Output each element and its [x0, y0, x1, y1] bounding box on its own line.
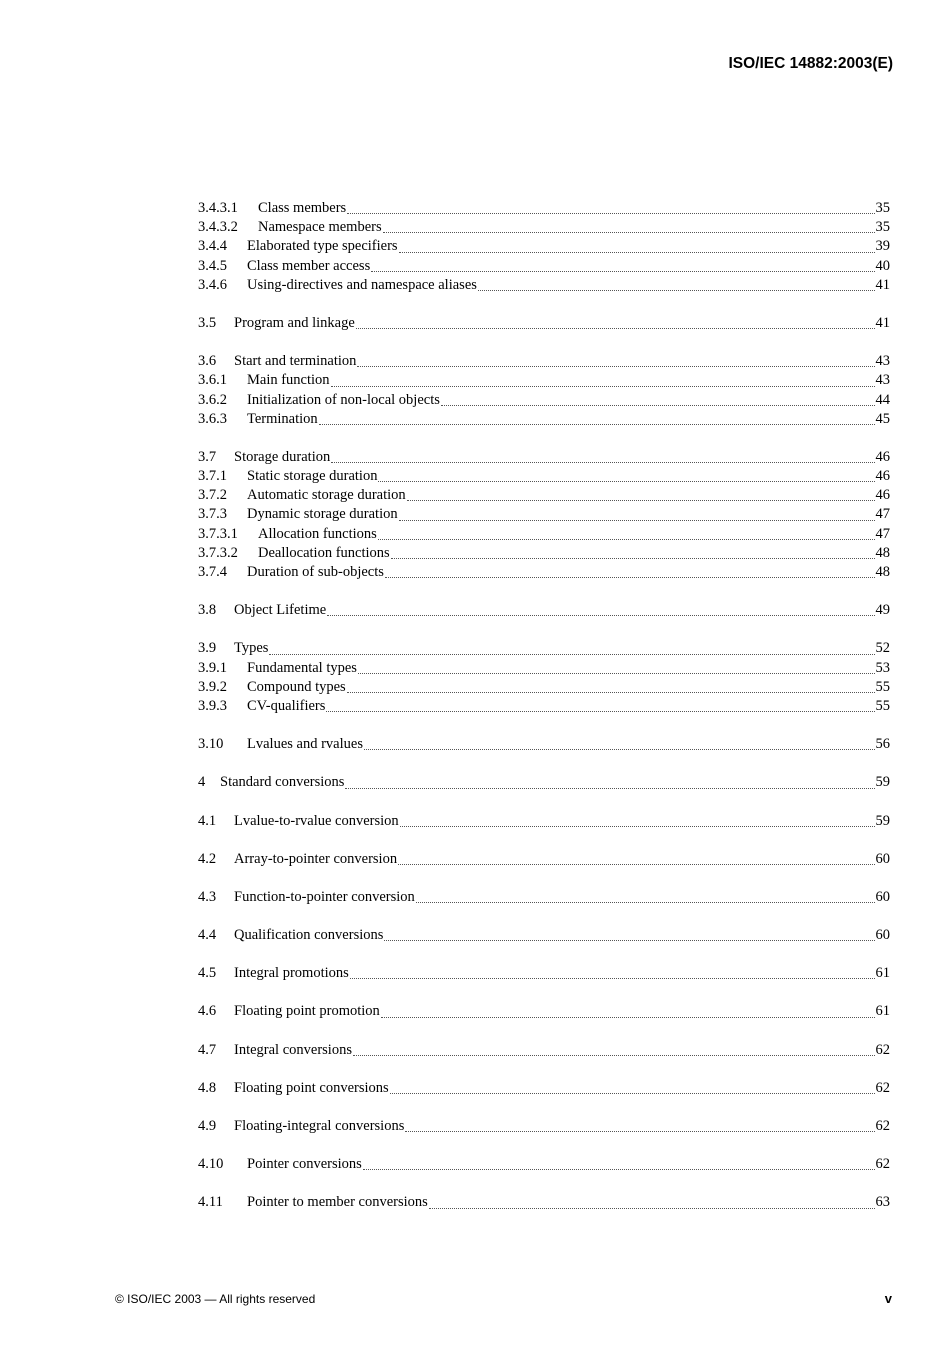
toc-entry-page: 35 — [875, 219, 890, 236]
toc-group — [198, 639, 890, 716]
dot-leader — [441, 404, 875, 406]
toc-entry[interactable] — [198, 467, 890, 486]
toc-entry[interactable] — [198, 1002, 890, 1021]
toc-entry-page: 55 — [875, 678, 890, 695]
dot-leader — [357, 365, 874, 367]
toc-entry-title: Function-to-pointer conversion — [234, 888, 415, 905]
toc-entry-number: 3.6.3 — [198, 410, 227, 427]
toc-entry-number: 4.10 — [198, 1156, 224, 1173]
toc-entry-number: 4.3 — [198, 888, 217, 905]
toc-entry-page: 60 — [875, 888, 890, 905]
toc-entry-page: 44 — [875, 391, 890, 408]
toc-entry-number: 4.8 — [198, 1079, 217, 1096]
toc-group — [198, 352, 890, 429]
toc-entry-number: 3.7.1 — [198, 468, 227, 485]
dot-leader — [269, 653, 874, 655]
toc-entry-page: 53 — [875, 659, 890, 676]
toc-entry-page: 43 — [875, 372, 890, 389]
toc-entry-title: Program and linkage — [234, 314, 355, 331]
toc-entry[interactable] — [198, 1193, 890, 1212]
toc-entry-page: 45 — [875, 410, 890, 427]
toc-entry-number: 4 — [198, 774, 206, 791]
toc-entry[interactable] — [198, 697, 890, 716]
toc-entry-number: 3.4.6 — [198, 276, 227, 293]
toc-entry-title: Allocation functions — [258, 525, 377, 542]
toc-entry[interactable] — [198, 276, 890, 295]
dot-leader — [363, 1168, 875, 1170]
toc-entry-title: Floating point conversions — [234, 1079, 389, 1096]
dot-leader — [347, 691, 875, 693]
toc-entry-title: Termination — [247, 410, 318, 427]
toc-group — [198, 1079, 890, 1098]
toc-group — [198, 926, 890, 945]
toc-entry-page: 39 — [875, 238, 890, 255]
toc-entry-page: 46 — [875, 448, 890, 465]
dot-leader — [399, 251, 875, 253]
toc-entry[interactable] — [198, 1079, 890, 1098]
toc-entry-page: 63 — [875, 1194, 890, 1211]
toc-entry-title: Object Lifetime — [234, 602, 327, 619]
toc-entry-number: 3.7.2 — [198, 487, 227, 504]
dot-leader — [381, 1016, 875, 1018]
dot-leader — [331, 385, 875, 387]
toc-entry-title: Qualification conversions — [234, 927, 384, 944]
dot-leader — [400, 825, 875, 827]
toc-entry-number: 3.7.3.2 — [198, 544, 238, 561]
toc-entry[interactable] — [198, 926, 890, 945]
toc-entry-page: 62 — [875, 1156, 890, 1173]
toc-group — [198, 601, 890, 620]
toc-entry-number: 3.7.3 — [198, 506, 227, 523]
toc-entry[interactable] — [198, 237, 890, 256]
dot-leader — [326, 710, 874, 712]
toc-entry-page: 56 — [875, 736, 890, 753]
toc-entry[interactable] — [198, 371, 890, 390]
toc-entry[interactable] — [198, 352, 890, 371]
toc-entry-title: Using-directives and namespace aliases — [247, 276, 477, 293]
toc-entry-number: 4.11 — [198, 1194, 223, 1211]
document-id-header: ISO/IEC 14882:2003(E) — [728, 55, 893, 72]
toc-entry-number: 3.4.4 — [198, 238, 227, 255]
toc-entry-title: Pointer to member conversions — [247, 1194, 428, 1211]
toc-entry[interactable] — [198, 601, 890, 620]
toc-entry[interactable] — [198, 812, 890, 831]
toc-entry-title: Duration of sub-objects — [247, 564, 384, 580]
toc-entry[interactable] — [198, 735, 890, 754]
toc-entry-title: Array-to-pointer conversion — [234, 850, 398, 867]
toc-group — [198, 964, 890, 983]
toc-entry-number: 3.4.3.1 — [198, 200, 238, 216]
toc-entry-page: 60 — [875, 927, 890, 944]
dot-leader — [347, 212, 874, 214]
dot-leader — [358, 672, 875, 674]
toc-group — [198, 1117, 890, 1136]
toc-entry-page: 62 — [875, 1041, 890, 1058]
toc-entry[interactable] — [198, 486, 890, 505]
dot-leader — [356, 327, 875, 329]
dot-leader — [383, 231, 875, 233]
toc-entry-title: Elaborated type specifiers — [247, 238, 398, 255]
toc-entry[interactable] — [198, 544, 890, 563]
toc-entry-title: Integral promotions — [234, 965, 349, 982]
toc-entry-number: 4.9 — [198, 1118, 217, 1134]
toc-entry-page: 55 — [875, 697, 890, 714]
toc-entry-title: CV-qualifiers — [247, 697, 326, 714]
toc-entry-page: 61 — [875, 965, 890, 982]
toc-entry[interactable] — [198, 659, 890, 678]
toc-entry[interactable] — [198, 314, 890, 333]
dot-leader — [385, 576, 875, 578]
toc-entry-page: 35 — [875, 200, 890, 216]
toc-entry-number: 4.1 — [198, 812, 217, 829]
dot-leader — [429, 1207, 875, 1209]
toc-entry-page: 43 — [875, 353, 890, 370]
toc-entry[interactable] — [198, 391, 890, 410]
toc-entry-number: 4.4 — [198, 927, 217, 944]
toc-entry-title: Fundamental types — [247, 659, 357, 676]
toc-entry-number: 4.7 — [198, 1041, 217, 1058]
toc-entry-number: 3.7 — [198, 448, 217, 465]
toc-entry[interactable] — [198, 1041, 890, 1060]
toc-entry-number: 3.9.1 — [198, 659, 227, 676]
toc-entry-page: 41 — [875, 276, 890, 293]
toc-entry[interactable] — [198, 1155, 890, 1174]
toc-entry[interactable] — [198, 218, 890, 237]
toc-entry-number: 3.9 — [198, 640, 217, 657]
toc-entry[interactable] — [198, 678, 890, 697]
toc-group — [198, 735, 890, 754]
toc-entry-page: 46 — [875, 487, 890, 504]
toc-entry[interactable] — [198, 563, 890, 582]
toc-entry-page: 52 — [875, 640, 890, 657]
toc-entry-number: 3.9.3 — [198, 697, 227, 714]
toc-entry-title: Lvalues and rvalues — [247, 736, 363, 753]
toc-entry-number: 4.2 — [198, 850, 217, 867]
toc-entry-number: 3.8 — [198, 602, 217, 619]
toc-entry-number: 3.6.1 — [198, 372, 227, 389]
toc-entry-title: Storage duration — [234, 448, 331, 465]
dot-leader — [391, 557, 875, 559]
toc-entry-number: 3.9.2 — [198, 678, 227, 695]
toc-entry-number: 3.10 — [198, 736, 224, 753]
toc-group — [198, 1002, 890, 1021]
toc-entry-title: Floating-integral conversions — [234, 1118, 405, 1134]
dot-leader — [327, 614, 874, 616]
toc-entry-title: Class member access — [247, 257, 371, 274]
toc-entry-number: 4.5 — [198, 965, 217, 982]
toc-group — [198, 850, 890, 869]
toc-entry-page: 60 — [875, 850, 890, 867]
toc-entry[interactable] — [198, 850, 890, 869]
table-of-contents — [198, 199, 890, 1232]
toc-group — [198, 812, 890, 831]
toc-entry-number: 3.7.3.1 — [198, 525, 238, 542]
toc-group — [198, 773, 890, 792]
dot-leader — [350, 977, 875, 979]
toc-entry[interactable] — [198, 964, 890, 983]
toc-entry[interactable] — [198, 257, 890, 276]
toc-entry[interactable] — [198, 888, 890, 907]
toc-group — [198, 448, 890, 582]
dot-leader — [399, 519, 875, 521]
toc-entry[interactable] — [198, 1117, 890, 1136]
toc-entry-title: Pointer conversions — [247, 1156, 362, 1173]
toc-entry-title: Types — [234, 640, 269, 657]
toc-entry[interactable] — [198, 199, 890, 218]
toc-entry-title: Dynamic storage duration — [247, 506, 398, 523]
toc-entry-number: 3.6 — [198, 353, 217, 370]
toc-entry-title: Start and termination — [234, 353, 357, 370]
toc-entry-title: Compound types — [247, 678, 346, 695]
toc-entry[interactable] — [198, 773, 890, 792]
toc-entry-title: Lvalue-to-rvalue conversion — [234, 812, 399, 829]
toc-entry-page: 41 — [875, 314, 890, 331]
toc-entry-number: 3.5 — [198, 314, 217, 331]
toc-entry-number: 4.6 — [198, 1003, 217, 1020]
toc-entry-page: 62 — [875, 1079, 890, 1096]
toc-entry-title: Class members — [258, 200, 347, 216]
toc-entry[interactable] — [198, 448, 890, 467]
copyright-footer: © ISO/IEC 2003 — All rights reserved — [115, 1292, 316, 1306]
toc-entry-page: 48 — [875, 564, 890, 580]
dot-leader — [416, 901, 875, 903]
toc-entry-number: 3.4.5 — [198, 257, 227, 274]
toc-entry-title: Automatic storage duration — [247, 487, 406, 504]
toc-entry-title: Integral conversions — [234, 1041, 352, 1058]
dot-leader — [353, 1054, 875, 1056]
toc-entry[interactable] — [198, 639, 890, 658]
toc-group — [198, 314, 890, 333]
dot-leader — [384, 939, 874, 941]
dot-leader — [378, 538, 875, 540]
toc-entry-page: 47 — [875, 525, 890, 542]
toc-entry-page: 40 — [875, 257, 890, 274]
dot-leader — [371, 270, 874, 272]
toc-entry-title: Standard conversions — [220, 774, 345, 791]
toc-entry-title: Initialization of non-local objects — [247, 391, 440, 408]
toc-group — [198, 888, 890, 907]
dot-leader — [407, 499, 875, 501]
toc-entry-number: 3.6.2 — [198, 391, 227, 408]
page-number-footer: v — [884, 1291, 892, 1306]
toc-entry[interactable] — [198, 505, 890, 524]
dot-leader — [478, 289, 875, 291]
toc-group — [198, 1155, 890, 1174]
toc-entry-title: Floating point promotion — [234, 1003, 380, 1020]
toc-entry-page: 47 — [875, 506, 890, 523]
toc-entry-number: 3.4.3.2 — [198, 219, 238, 236]
dot-leader — [378, 480, 874, 482]
toc-group — [198, 1193, 890, 1212]
dot-leader — [319, 423, 875, 425]
dot-leader — [398, 863, 874, 865]
toc-entry-page: 46 — [875, 468, 890, 485]
toc-entry-page: 48 — [875, 544, 890, 561]
dot-leader — [364, 748, 875, 750]
toc-entry-title: Namespace members — [258, 219, 382, 236]
dot-leader — [331, 461, 874, 463]
toc-entry-page: 62 — [875, 1118, 890, 1134]
toc-group — [198, 1041, 890, 1060]
toc-entry-page: 59 — [875, 774, 890, 791]
toc-group — [198, 199, 890, 295]
dot-leader — [390, 1092, 875, 1094]
toc-entry-title: Deallocation functions — [258, 544, 390, 561]
toc-entry[interactable] — [198, 525, 890, 544]
toc-entry-page: 49 — [875, 602, 890, 619]
toc-entry-title: Main function — [247, 372, 330, 389]
dot-leader — [345, 787, 874, 789]
toc-entry-title: Static storage duration — [247, 468, 378, 485]
dot-leader — [405, 1130, 874, 1132]
toc-entry-page: 61 — [875, 1003, 890, 1020]
toc-entry-page: 59 — [875, 812, 890, 829]
toc-entry-number: 3.7.4 — [198, 564, 227, 580]
toc-entry[interactable] — [198, 410, 890, 429]
